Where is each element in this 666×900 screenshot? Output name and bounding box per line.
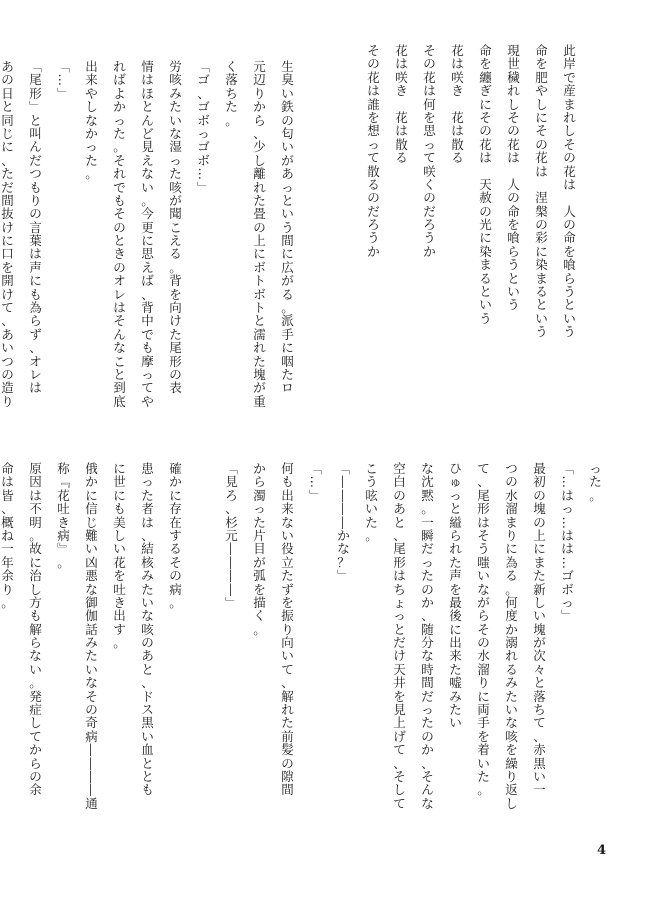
prose-bottom-line: 称 『 花 吐 き 病 』 。 bbox=[56, 461, 72, 570]
prose-bottom-line: 「 ― ― ― ― か な ？ 」 bbox=[336, 462, 352, 583]
prose-top-line: 「 ゴ 、 ゴ ボ っ ゴ ボ … 」 bbox=[196, 60, 212, 194]
prose-bottom-line: 患 っ た 者 は 、 結 核 み た い な 咳 の あ と 、 ド ス 黒 い 血 と と も bbox=[141, 461, 154, 798]
prose-top-line: れ ば よ か っ た 。 そ れ で も そ の と き の オ レ は そ ん な こ と 到 底 bbox=[113, 59, 126, 409]
prose-bottom-line: 最 初 の 塊 の 上 に ま た 新 し い 塊 が 次 々 と 落 ち て 、 赤 黒 い 一 bbox=[533, 461, 546, 798]
poem-line: そ の 花 は 誰 を 想 っ て 散 る の だ ろ う か bbox=[367, 43, 380, 259]
poem-line: 花 は 咲 き 花 は 散 る bbox=[451, 43, 464, 166]
prose-top-line: あ の 日 と 同 じ に 、 た だ 間 抜 け に 口 を 開 け て 、 あ い つ の 造 り bbox=[1, 59, 14, 409]
prose-bottom-line: に 世 に も 美 し い 花 を 吐 き 出 す 。 bbox=[113, 461, 126, 651]
prose-bottom-line: 「 … は っ … は は … ゴ ボ っ 」 bbox=[560, 462, 576, 623]
prose-bottom-block bbox=[0, 462, 604, 834]
prose-bottom-line: 命 は 皆 、 概 ね 一 年 余 り 。 bbox=[1, 461, 14, 610]
prose-top-line: 労 咳 み た い な 湿 っ た 咳 が 聞 こ え る 。 背 を 向 け た 尾 形 の 表 bbox=[169, 59, 182, 396]
prose-top-line: 出 来 や し な か っ た 。 bbox=[85, 59, 98, 182]
poem-line: 花 は 咲 き 花 は 散 る bbox=[395, 43, 408, 166]
prose-bottom-line: 何 も 出 来 な い 役 立 た ず を 振 り 向 い て 、 解 れ た 前 髪 の 隙 間 bbox=[281, 461, 294, 798]
prose-bottom-line: こ う 呟 い た 。 bbox=[365, 461, 378, 543]
prose-top-line: 生 臭 い 鉄 の 匂 い が あ っ と い う 間 に 広 が る 。 派 手 に 咽 た ロ bbox=[281, 59, 294, 396]
page-number: 4 bbox=[596, 843, 606, 858]
poem-line: 命 を 纏 ぎ に そ の 花 は 天 赦 の 光 に 染 ま る と い う bbox=[479, 43, 492, 326]
prose-bottom-line: 俄 か に 信 じ 難 い 凶 悪 な 御 伽 話 み た い な そ の 奇 病 ― ― ― ― 通 bbox=[84, 461, 100, 811]
poem-line: そ の 花 は 何 を 思 っ て 咲 く の だ ろ う か bbox=[423, 43, 436, 259]
poem-line: 此 岸 で 産 ま れ し そ の 花 は 人 の 命 を 喰 ら う と い う bbox=[563, 43, 576, 340]
prose-bottom-line: な 沈 黙 。 一 瞬 だ っ た の か 、 随 分 な 時 間 だ っ た の か 、 そ ん な bbox=[421, 461, 434, 811]
prose-top-line: く 落 ち た 。 bbox=[225, 59, 238, 128]
prose-top-line: 情 は ほ と ん ど 見 え な い 。 今 更 に 思 え ば 、 背 中 で も 摩 っ て や bbox=[141, 59, 154, 409]
prose-bottom-line: 確 か に 存 在 す る そ の 病 。 bbox=[169, 461, 182, 610]
poem-line: 現 世 穢 れ し そ の 花 は 人 の 命 を 喰 ら う と い う bbox=[507, 43, 520, 313]
poem-line: 命 を 肥 や し に そ の 花 は 涅 槃 の 彩 に 染 ま る と い う bbox=[535, 43, 548, 340]
prose-top-block bbox=[0, 60, 296, 438]
prose-bottom-line: つ の 水 溜 ま り に 為 る 。 何 度 か 溺 れ る み た い な 咳 を 繰 り 返 し bbox=[505, 461, 518, 811]
prose-bottom-line: 原 因 は 不 明 。 故 に 治 し 方 も 解 ら な い 。 発 症 し て か ら の 余 bbox=[29, 461, 42, 798]
prose-bottom-line: て 、 尾 形 は そ う 嗤 い な が ら そ の 水 溜 り に 両 手 を 着 い た 。 bbox=[477, 461, 490, 798]
prose-bottom-line: っ た 。 bbox=[589, 461, 602, 503]
prose-bottom-line: ひ ゅ っ と 縊 ら れ た 声 を 最 後 に 出 来 た 嘘 み た い bbox=[449, 461, 462, 731]
prose-bottom-line: 「 … 」 bbox=[308, 462, 324, 502]
prose-bottom-line: 「 見 ろ 、 杉 元 ― ― ― ― 」 bbox=[224, 462, 240, 609]
poem-block bbox=[354, 44, 578, 464]
prose-top-line: 元 辺 り か ら 、 少 し 離 れ た 畳 の 上 に ボ ト ボ ト と 濡 れ た 塊 が 重 bbox=[253, 59, 266, 409]
prose-top-line: 「 尾 形 」 と 叫 ん だ つ も り の 言 葉 は 声 に も 為 ら ず 、 オ レ は bbox=[28, 60, 44, 396]
prose-top-line: 「 … 」 bbox=[56, 60, 72, 100]
prose-bottom-line: 空 白 の あ と 、 尾 形 は ち ょ っ と だ け 天 井 を 見 上 げ て 、 そ し て bbox=[393, 461, 406, 811]
prose-bottom-line: か ら 濁 っ た 片 目 が 弧 を 描 く 。 bbox=[253, 461, 266, 637]
